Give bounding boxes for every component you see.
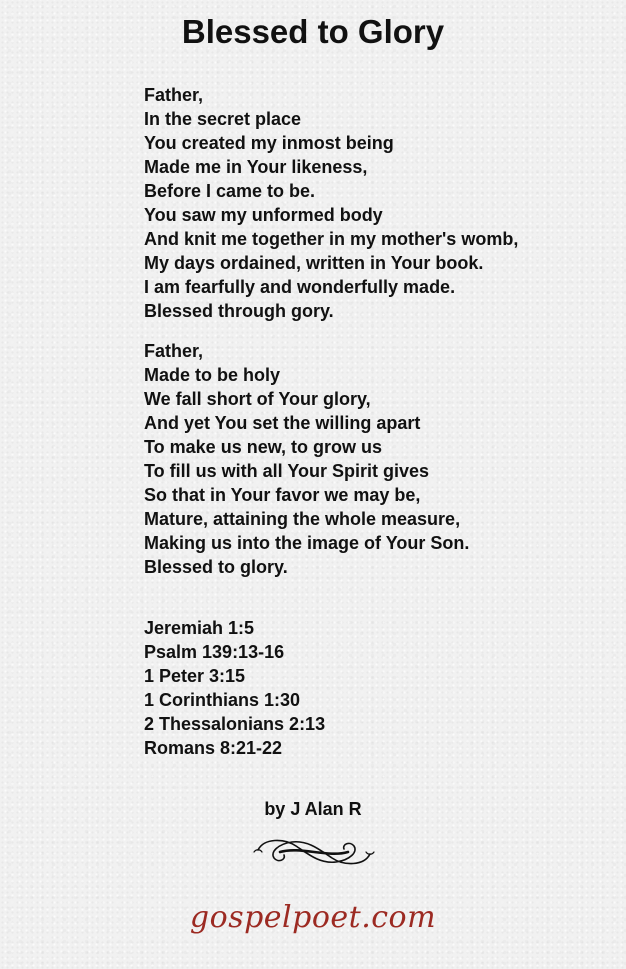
- scripture-reference: Jeremiah 1:5: [144, 618, 255, 638]
- poem-line: Blessed through gory.: [144, 301, 334, 321]
- poem-line: My days ordained, written in Your book.: [144, 253, 484, 273]
- scripture-reference: 1 Peter 3:15: [144, 666, 246, 686]
- poem-line: In the secret place: [144, 109, 302, 129]
- poem-line: Making us into the image of Your Son.: [144, 533, 470, 553]
- poem-line: Made me in Your likeness,: [144, 157, 368, 177]
- poem-line: And yet You set the willing apart: [144, 413, 421, 433]
- poem-line: Blessed to glory.: [144, 557, 288, 577]
- scripture-reference: Psalm 139:13-16: [144, 642, 285, 662]
- poem-line: Before I came to be.: [144, 181, 316, 201]
- poem-line: To make us new, to grow us: [144, 437, 383, 457]
- poem-line: You saw my unformed body: [144, 205, 383, 225]
- poem-line: To fill us with all Your Spirit gives: [144, 461, 430, 481]
- scripture-references: [144, 616, 325, 760]
- poem-line: We fall short of Your glory,: [144, 389, 371, 409]
- poem-title: Blessed to Glory: [181, 13, 445, 50]
- stanza: [144, 339, 614, 579]
- poem-line: Father,: [144, 341, 204, 361]
- stanza: [144, 83, 614, 323]
- poem-line: Mature, attaining the whole measure,: [144, 509, 461, 529]
- scripture-reference: 1 Corinthians 1:30: [144, 690, 301, 710]
- scripture-reference: Romans 8:21-22: [144, 738, 283, 758]
- poem-body: [144, 83, 614, 595]
- poem-line: I am fearfully and wonderfully made.: [144, 277, 456, 297]
- site-logo[interactable]: gospelpoet.com: [189, 900, 437, 935]
- author-byline: by J Alan R: [264, 799, 362, 819]
- flourish-icon: [250, 832, 378, 872]
- poem-line: So that in Your favor we may be,: [144, 485, 421, 505]
- poem-line: Made to be holy: [144, 365, 281, 385]
- poem-line: Father,: [144, 85, 204, 105]
- scripture-reference: 2 Thessalonians 2:13: [144, 714, 326, 734]
- poem-line: And knit me together in my mother's womb,: [144, 229, 519, 249]
- poem-line: You created my inmost being: [144, 133, 394, 153]
